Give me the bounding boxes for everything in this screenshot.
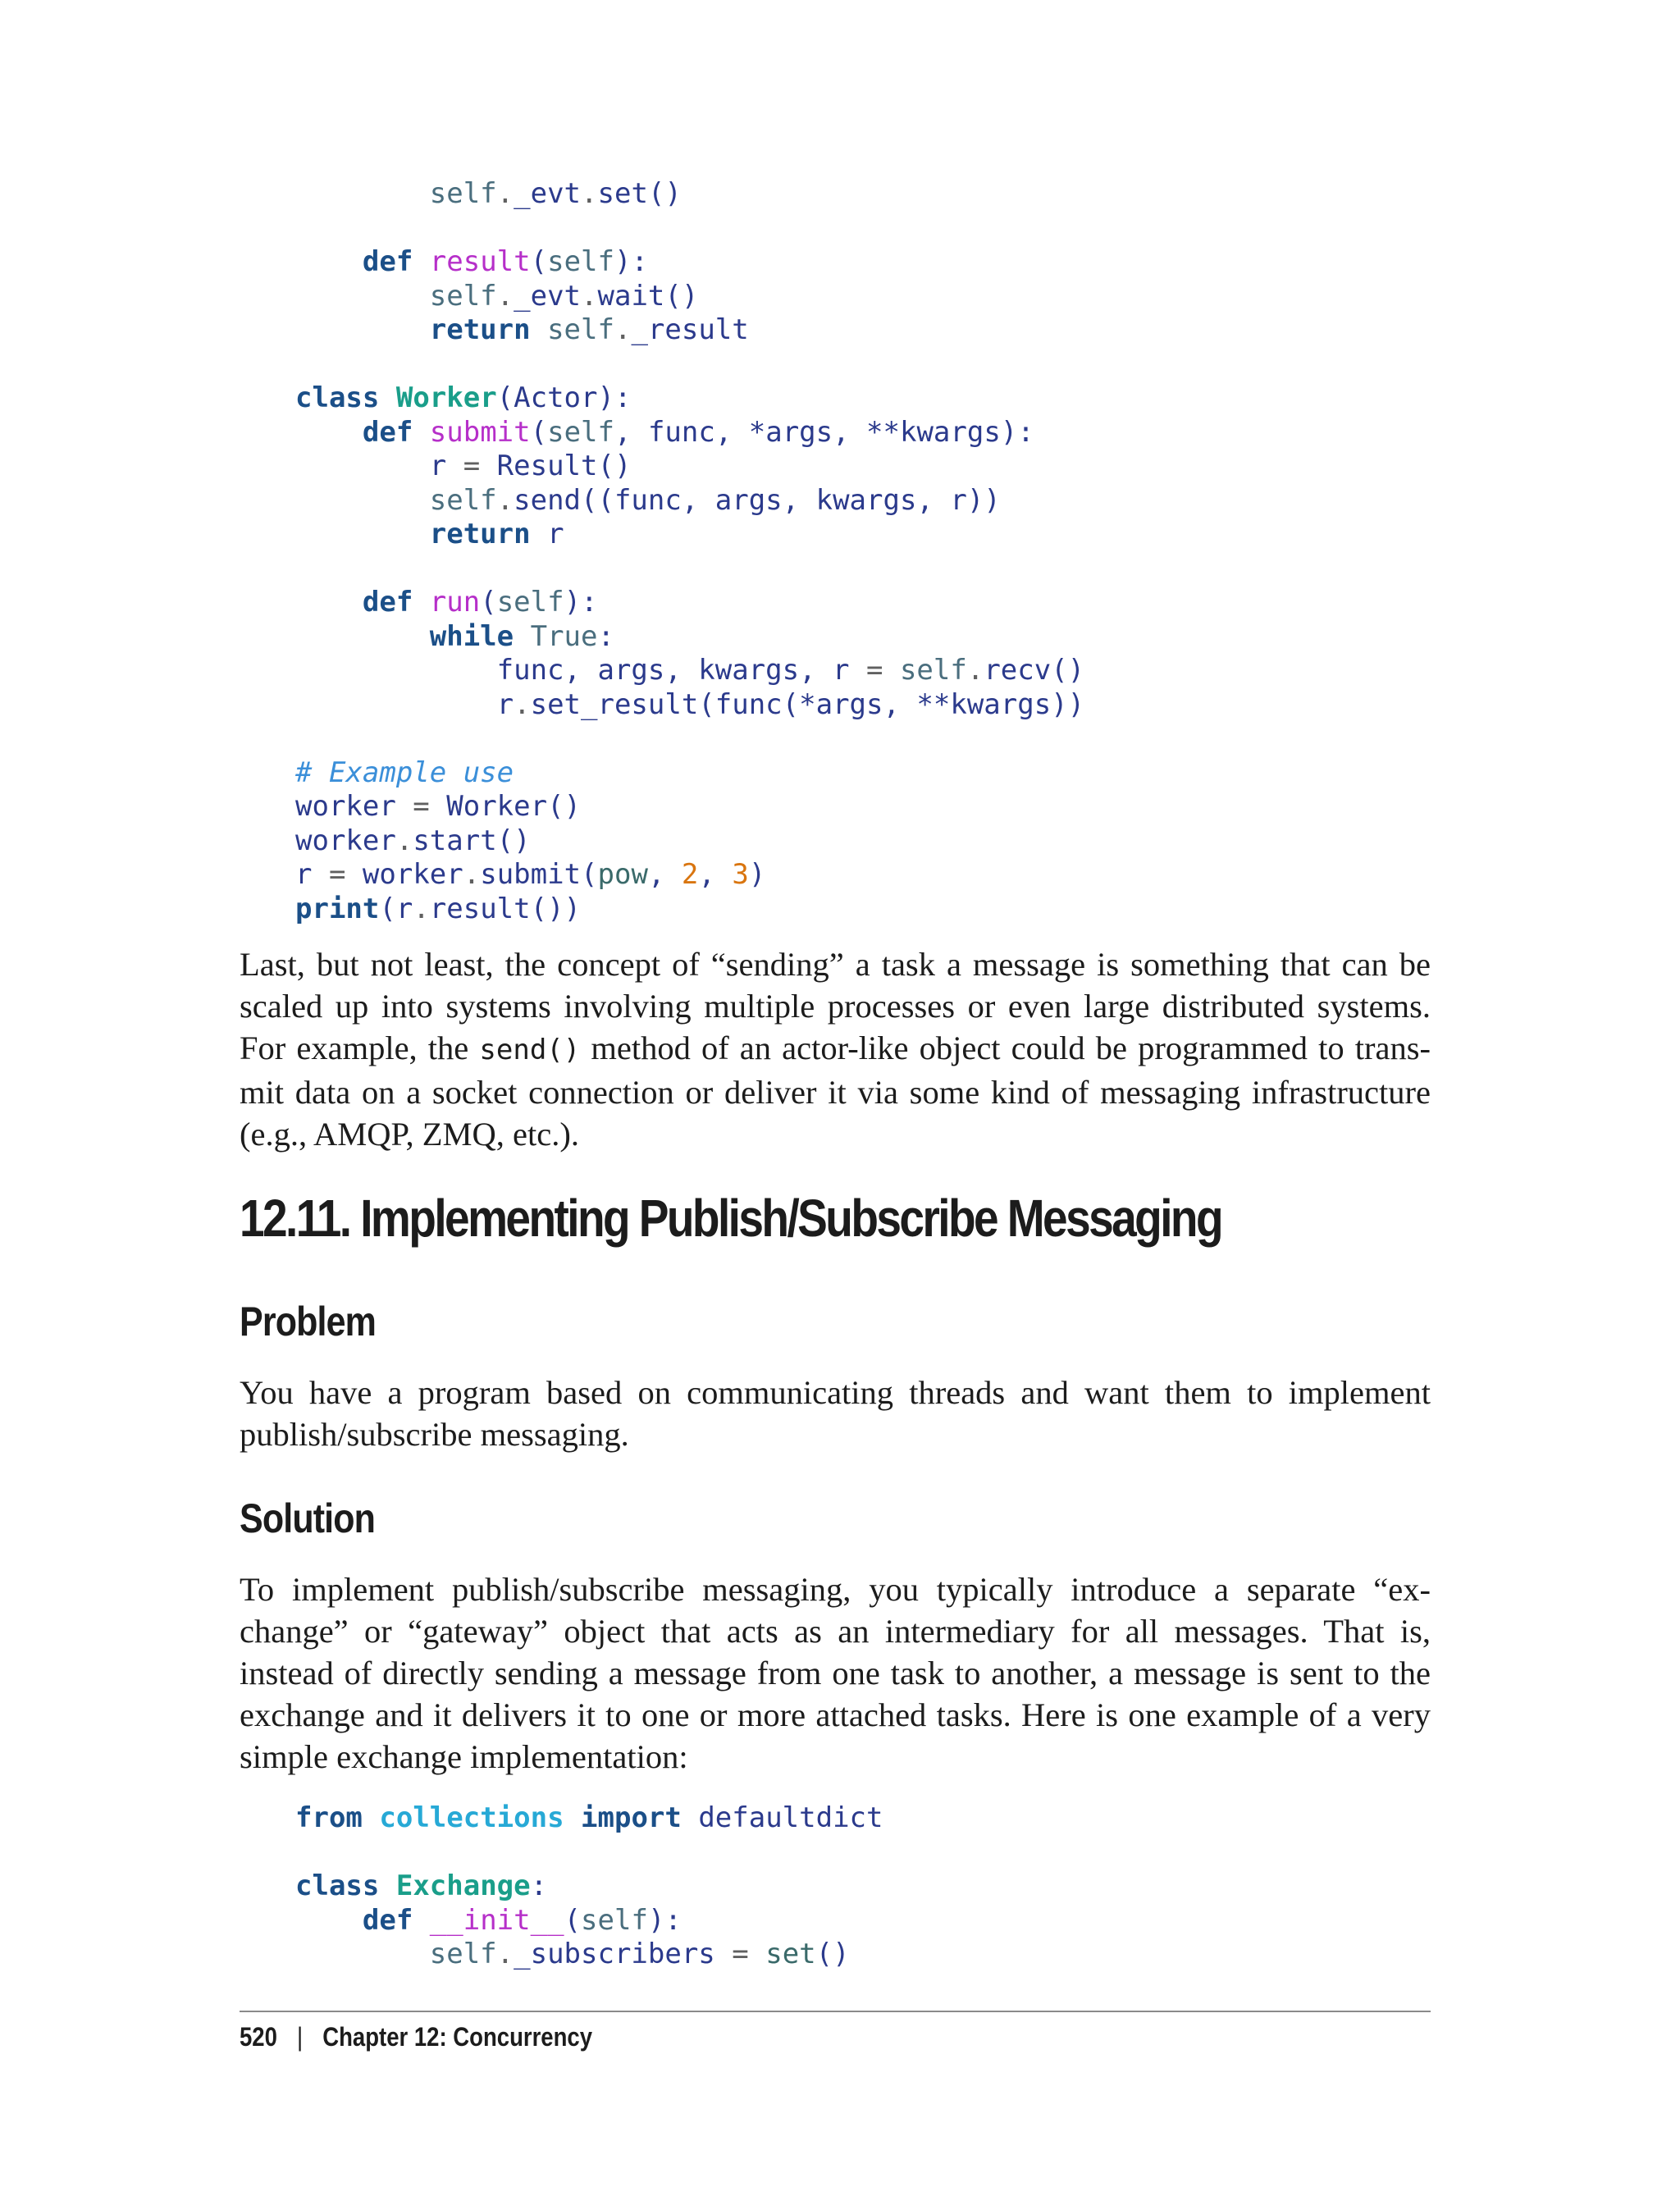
- code-token: self: [429, 483, 497, 517]
- code-line: [295, 245, 1084, 280]
- code-token: [413, 245, 429, 278]
- code-token: _evt: [514, 177, 582, 210]
- code-token: [295, 586, 363, 619]
- code-block-actor-worker: [295, 177, 1084, 926]
- code-line: [295, 518, 1084, 552]
- paragraph-sending-message: [240, 943, 1431, 1155]
- code-line: [295, 1836, 883, 1870]
- code-token: [295, 518, 430, 550]
- code-token: [379, 381, 395, 414]
- code-token: .: [496, 483, 514, 517]
- code-token: .: [395, 824, 413, 857]
- code-line: [295, 756, 1084, 791]
- footer-divider: [240, 2011, 1431, 2012]
- page-number: 520: [240, 2022, 277, 2052]
- code-token: self: [547, 245, 614, 278]
- code-token: [295, 245, 363, 278]
- code-token: [295, 484, 430, 517]
- code-line: [295, 722, 1084, 756]
- code-token: self: [429, 177, 497, 210]
- code-token: func, args, kwargs, r: [496, 654, 866, 687]
- code-token: def: [362, 415, 413, 449]
- code-token: .: [496, 177, 514, 210]
- code-token: =: [865, 654, 883, 687]
- code-token: result()): [429, 892, 582, 925]
- code-token: [749, 1938, 765, 1970]
- code-token: [295, 654, 497, 687]
- code-line: [295, 313, 1084, 348]
- code-token: (: [480, 586, 497, 619]
- code-line: [295, 688, 1084, 723]
- code-token: Result(): [480, 450, 632, 482]
- code-token: .: [496, 1938, 514, 1970]
- code-token: set_result(func(*args, **kwargs)): [530, 687, 1085, 721]
- code-token: .: [463, 858, 481, 891]
- code-token: _subscribers: [514, 1938, 733, 1970]
- code-token: Exchange: [395, 1869, 531, 1902]
- code-line: [295, 824, 1084, 859]
- code-token: [295, 313, 430, 346]
- code-token: collections: [379, 1801, 564, 1834]
- code-line: [295, 484, 1084, 518]
- code-token: start(): [413, 824, 531, 857]
- code-token: self: [496, 586, 564, 619]
- code-token: submit(: [480, 858, 598, 891]
- code-token: ):: [614, 245, 648, 278]
- code-token: wait: [597, 279, 665, 313]
- code-token: ): [748, 858, 766, 891]
- code-token: (: [530, 245, 548, 278]
- code-token: # Example use: [295, 756, 514, 789]
- code-token: worker: [295, 824, 396, 857]
- solution-text: To implement publish/subscribe messaging, you typically introduce a separate “exchange” or “gateway” object that acts as an intermediary for all messages. That is, instead of directly sending a message from one task to another, a message is sent to the exchange and it delivers it to one or more attached tasks. Here is one example of a very simple exchange implementation:: [240, 1571, 1431, 1775]
- solution-heading: Solution: [240, 1495, 376, 1541]
- code-token: return: [429, 313, 531, 346]
- code-token: Worker(): [429, 790, 582, 823]
- code-line: [295, 858, 1084, 892]
- problem-heading: Problem: [240, 1299, 377, 1344]
- code-line: [295, 552, 1084, 587]
- code-token: .: [496, 279, 514, 313]
- code-token: [514, 620, 530, 653]
- code-token: pow: [597, 858, 648, 891]
- code-token: r: [295, 858, 329, 891]
- code-token: =: [732, 1938, 749, 1970]
- code-token: :: [530, 1869, 548, 1902]
- code-line: [295, 1801, 883, 1836]
- footer-separator: |: [296, 2022, 304, 2052]
- code-token: [564, 1801, 581, 1834]
- code-line: [295, 381, 1084, 416]
- code-token: self: [581, 1903, 648, 1937]
- code-token: defaultdict: [681, 1801, 883, 1834]
- code-token: [295, 1904, 363, 1937]
- code-line: [295, 654, 1084, 688]
- code-token: :: [597, 619, 614, 653]
- code-token: submit: [429, 415, 531, 449]
- code-token: run: [429, 586, 481, 619]
- code-token: =: [328, 858, 346, 891]
- code-line: [295, 586, 1084, 620]
- code-token: [413, 1904, 429, 1937]
- code-token: .: [581, 177, 598, 210]
- code-token: __init__: [429, 1903, 564, 1937]
- code-token: self: [429, 1938, 497, 1970]
- code-token: def: [362, 1903, 413, 1937]
- code-token: self: [547, 415, 614, 449]
- code-token: 3: [732, 858, 749, 891]
- code-line: [295, 177, 1084, 212]
- code-token: [295, 688, 497, 721]
- code-token: r: [429, 450, 463, 482]
- code-token: [413, 416, 429, 449]
- code-token: [295, 177, 430, 210]
- para-text-before: Last, but not least, the concept of “sending” a task a message is something that can be scaled up into systems involving multiple processes or even large distributed systems. For example, the: [240, 946, 1431, 1066]
- code-token: recv(): [984, 654, 1085, 687]
- code-token: import: [581, 1801, 682, 1834]
- code-line: [295, 280, 1084, 314]
- code-token: (: [530, 415, 548, 449]
- code-line: [295, 450, 1084, 484]
- code-line: [295, 1938, 883, 1972]
- code-token: .: [514, 687, 531, 721]
- code-token: worker: [295, 790, 413, 823]
- code-token: ,: [698, 858, 733, 891]
- code-token: r: [496, 687, 514, 721]
- code-token: def: [362, 586, 413, 619]
- code-token: (): [647, 177, 682, 210]
- code-block-exchange: [295, 1801, 883, 1972]
- code-token: class: [295, 381, 380, 414]
- code-line: [295, 892, 1084, 927]
- code-token: _result: [631, 313, 749, 346]
- code-line: [295, 620, 1084, 655]
- code-token: (r: [379, 892, 413, 925]
- code-token: (Actor):: [496, 381, 632, 414]
- code-token: =: [463, 450, 481, 482]
- code-token: worker: [345, 858, 463, 891]
- code-token: True: [530, 619, 598, 653]
- code-token: [295, 450, 430, 482]
- section-title: 12.11. Implementing Publish/Subscribe Messaging: [240, 1189, 1222, 1248]
- code-token: self: [899, 654, 967, 687]
- code-token: =: [413, 790, 430, 823]
- code-token: set: [597, 177, 648, 210]
- code-token: [531, 313, 547, 346]
- code-token: class: [295, 1869, 380, 1902]
- code-token: .: [581, 279, 598, 313]
- code-token: [295, 416, 363, 449]
- code-token: result: [429, 245, 531, 278]
- code-line: [295, 348, 1084, 382]
- code-token: [295, 620, 430, 653]
- code-token: self: [429, 279, 497, 313]
- code-token: [295, 280, 430, 313]
- code-token: , func, *args, **kwargs):: [614, 415, 1034, 449]
- code-line: [295, 212, 1084, 246]
- code-token: [883, 654, 899, 687]
- code-token: ,: [647, 858, 682, 891]
- code-token: return: [429, 518, 531, 550]
- code-token: (: [564, 1903, 582, 1937]
- code-token: from: [295, 1801, 363, 1834]
- page-footer: [240, 2022, 592, 2052]
- code-line: [295, 416, 1084, 450]
- code-token: .: [413, 892, 430, 925]
- code-token: [295, 1938, 430, 1970]
- code-token: _evt: [514, 279, 582, 313]
- code-token: while: [429, 619, 514, 653]
- code-token: print: [295, 892, 380, 925]
- code-line: [295, 1869, 883, 1904]
- code-token: Worker: [395, 381, 497, 414]
- code-token: .: [614, 313, 632, 346]
- code-token: (): [664, 279, 699, 313]
- code-token: self: [547, 313, 614, 346]
- code-token: (): [815, 1938, 850, 1970]
- code-token: [379, 1869, 395, 1902]
- inline-code-send: send(): [479, 1034, 581, 1066]
- code-token: .: [966, 654, 984, 687]
- para-text-after: method of an actor-like object could be programmed to transmit data on a socket connection or deliver it via some kind of messaging infrastructure (e.g., AMQP, ZMQ, etc.).: [240, 1029, 1431, 1153]
- code-token: def: [362, 245, 413, 278]
- code-token: ):: [564, 586, 598, 619]
- code-token: set: [765, 1938, 816, 1970]
- code-line: [295, 790, 1084, 824]
- chapter-title: Chapter 12: Concurrency: [322, 2022, 593, 2052]
- code-token: [363, 1801, 379, 1834]
- code-token: ):: [647, 1903, 682, 1937]
- code-line: [295, 1904, 883, 1938]
- problem-text: You have a program based on communicating threads and want them to implement publish/subscribe messaging.: [240, 1374, 1431, 1453]
- code-token: send((func, args, kwargs, r)): [514, 483, 1001, 517]
- code-token: [413, 586, 429, 619]
- code-token: r: [530, 518, 564, 550]
- code-token: 2: [681, 858, 699, 891]
